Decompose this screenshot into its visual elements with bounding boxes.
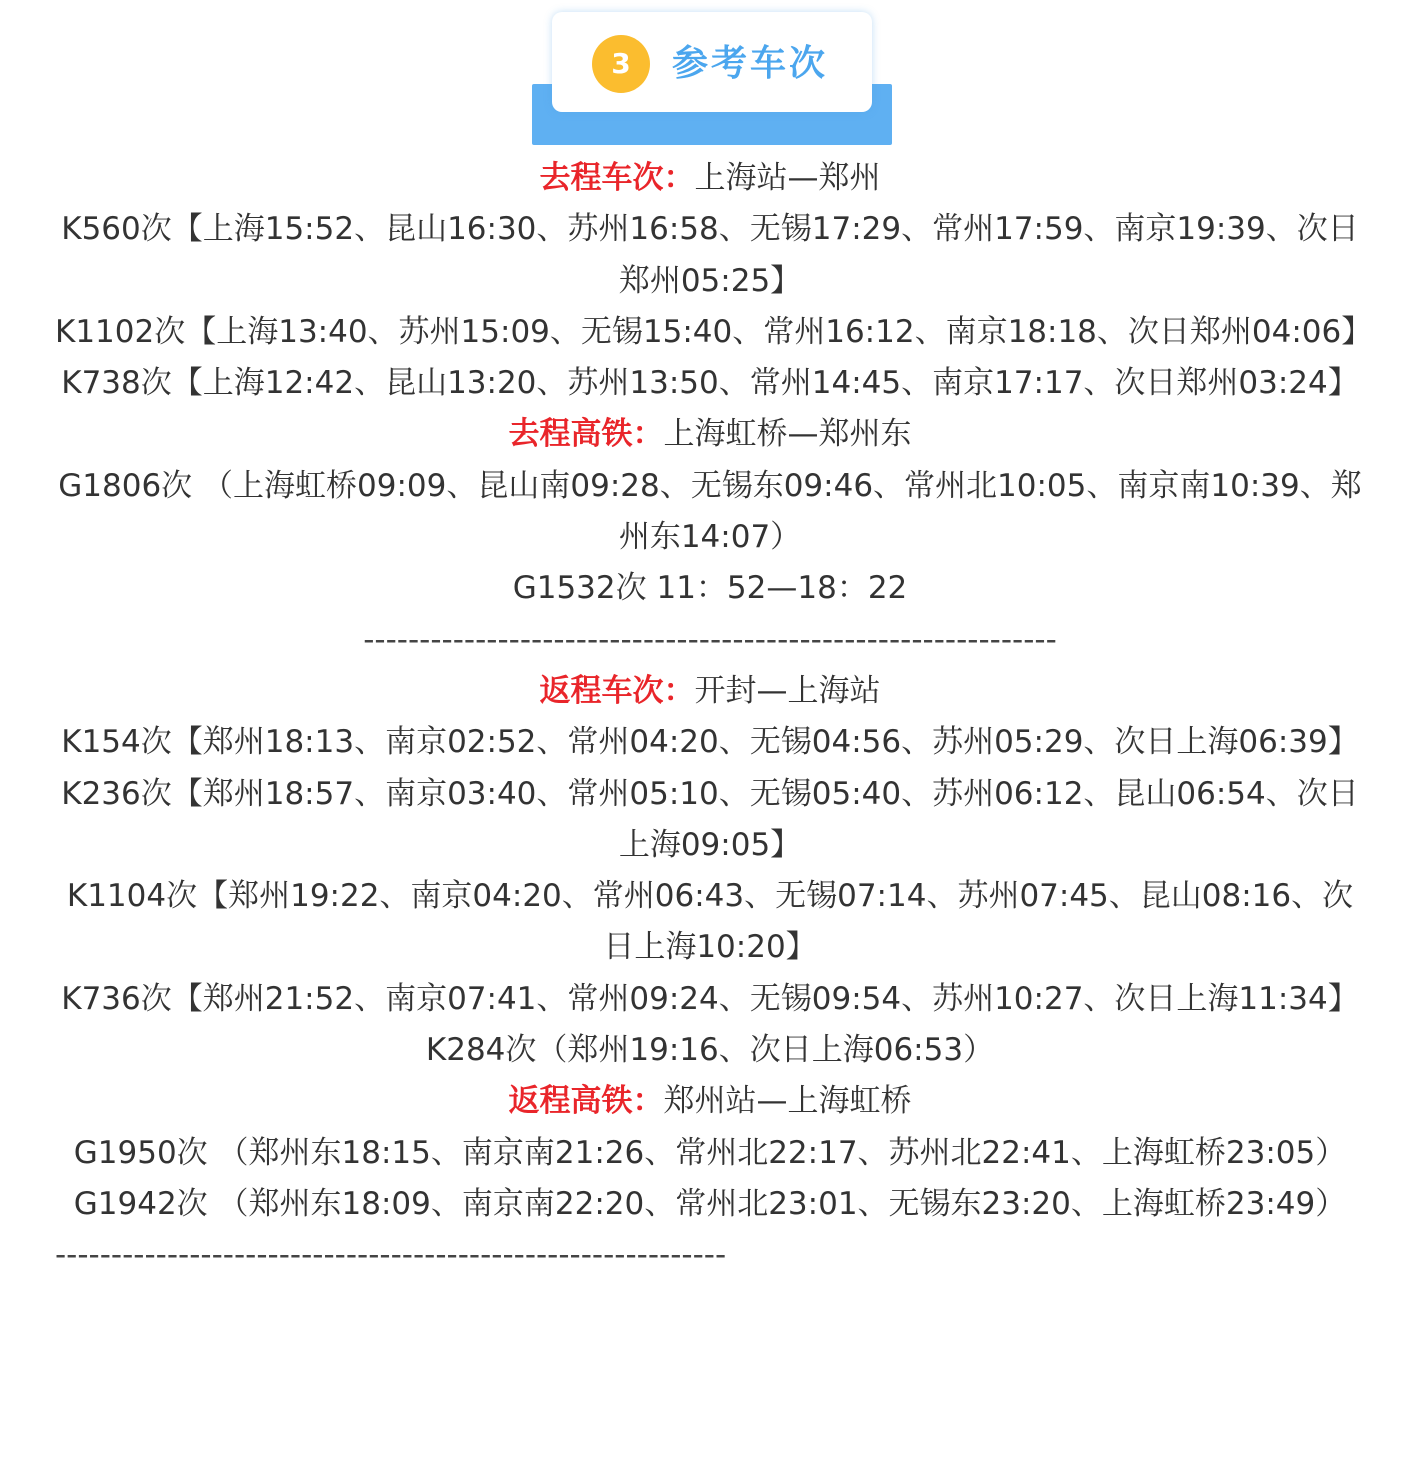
train-entry: K1102次【上海13:40、苏州15:09、无锡15:40、常州16:12、南京18:18、次日郑州04:06】 — [55, 313, 1373, 350]
return-hsr-heading — [55, 1076, 1365, 1127]
return-hsr-route: 郑州站—上海虹桥 — [663, 1083, 912, 1120]
return-train-route: 开封—上海站 — [694, 672, 881, 709]
train-entry: G1532次 11：52—18：22 — [512, 570, 908, 607]
header-card — [552, 12, 872, 112]
train-entry: K738次【上海12:42、昆山13:20、苏州13:50、常州14:45、南京17:17、次日郑州03:24】 — [61, 365, 1359, 402]
outbound-hsr-heading — [55, 409, 1365, 460]
train-entry: G1950次 （郑州东18:15、南京南21:26、常州北22:17、苏州北22:41、上海虹桥23:05） — [73, 1134, 1347, 1171]
train-entry: K154次【郑州18:13、南京02:52、常州04:20、无锡04:56、苏州05:29、次日上海06:39】 — [61, 724, 1359, 761]
divider: ------------------------------------------------------------ — [55, 1237, 727, 1274]
section-header — [532, 12, 892, 134]
section-title: 参考车次 — [672, 43, 829, 84]
outbound-train-route: 上海站—郑州 — [694, 160, 881, 196]
train-entry: K736次【郑州21:52、南京07:41、常州09:24、无锡09:54、苏州10:27、次日上海11:34】 — [61, 980, 1359, 1017]
outbound-hsr-route: 上海虹桥—郑州东 — [663, 416, 912, 453]
train-entry: G1942次 （郑州东18:09、南京南22:20、常州北23:01、无锡东23:20、上海虹桥23:49） — [73, 1185, 1347, 1222]
return-train-label: 返程车次： — [539, 672, 695, 709]
train-entry: K284次（郑州19:16、次日上海06:53） — [425, 1032, 995, 1069]
train-schedule — [55, 153, 1373, 1282]
train-entry: K1104次【郑州19:22、南京04:20、常州06:43、无锡07:14、苏州07:45、昆山08:16、次日上海10:20】 — [66, 878, 1354, 966]
train-entry: G1806次 （上海虹桥09:09、昆山南09:28、无锡东09:46、常州北10:05、南京南10:39、郑州东14:07） — [58, 467, 1362, 556]
outbound-hsr-label: 去程高铁： — [508, 416, 664, 453]
train-entry: K236次【郑州18:57、南京03:40、常州05:10、无锡05:40、苏州06:12、昆山06:54、次日上海09:05】 — [61, 775, 1359, 863]
outbound-train-heading — [55, 153, 1365, 204]
divider: -------------------------------------------------------------- — [363, 621, 1057, 658]
train-entry: K560次【上海15:52、昆山16:30、苏州16:58、无锡17:29、常州17:59、南京19:39、次日郑州05:25】 — [61, 211, 1359, 299]
outbound-train-label: 去程车次： — [539, 160, 695, 196]
return-hsr-label: 返程高铁： — [508, 1083, 664, 1120]
return-train-heading — [55, 666, 1365, 717]
step-number-badge: 3 — [592, 35, 650, 93]
